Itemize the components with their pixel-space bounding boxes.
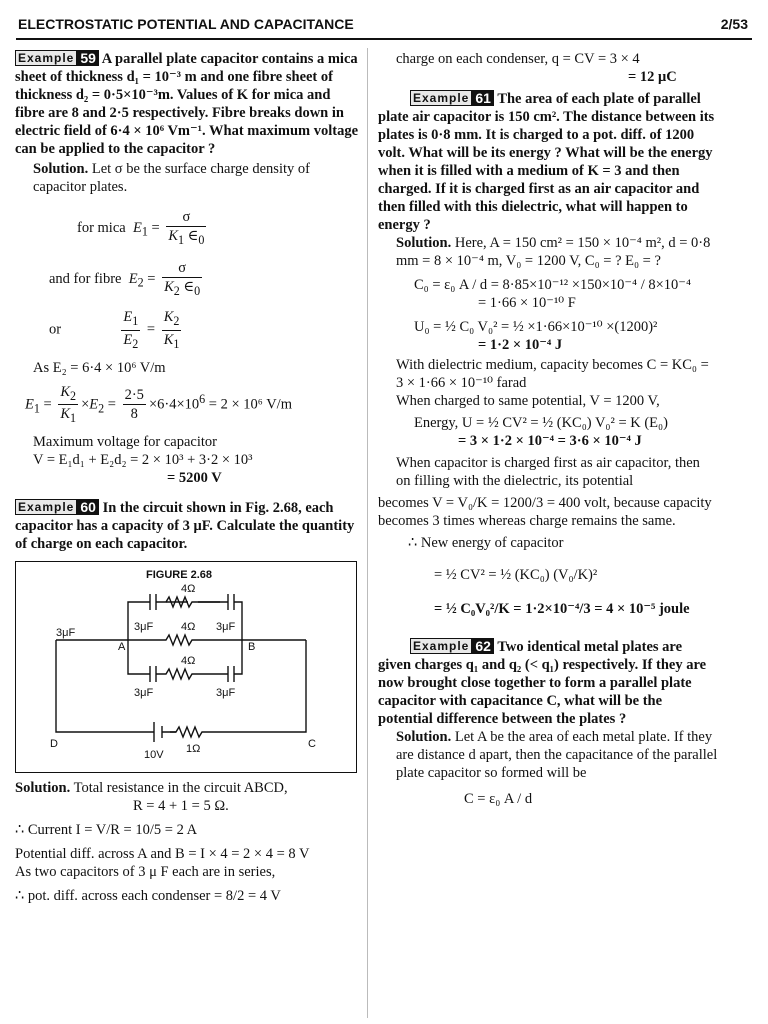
- voltage-result: = 5200 V: [167, 470, 222, 487]
- u0-result: = 1·2 × 10⁻⁴ J: [478, 337, 563, 353]
- question-text: Two identical metal plates are given charges q₁ and q₂ (< q₁) respectively. If they are now brought close together to form a parallel plate capacitor with capacitance C, what will be the potential difference between the plates ?: [378, 639, 707, 727]
- question-text: In the circuit shown in Fig. 2.68, each capacitor has a capacity of 3 μF. Calculate the quantity of charge on each capacitor.: [15, 500, 355, 553]
- c0-result: = 1·66 × 10⁻¹⁰ F: [478, 295, 576, 311]
- new-potential: becomes V = V₀/K = 1200/3 = 400 volt, because capacity becomes 3 times whereas charge remains the same.: [378, 495, 712, 529]
- node-label: A: [118, 641, 126, 654]
- node-label: D: [50, 738, 58, 751]
- capacitance-eq: C = ε₀ A / d: [464, 791, 533, 807]
- figure-title: FIGURE 2.68: [146, 569, 213, 582]
- solution-text: Let σ be the surface charge density of capacitor plates.: [33, 161, 310, 195]
- new-energy-eq1: = ½ CV² = ½ (KC₀) (V₀/K)²: [434, 567, 598, 583]
- charge-eq: charge on each condenser, q = CV = 3 × 4: [396, 51, 640, 67]
- example-59-question: [15, 50, 360, 158]
- question-text: A parallel plate capacitor contains a mica sheet of thickness d₁ = 10⁻³ m and one fibre sheet of thickness d₂ = 0·5×10⁻³m. Values of K for mica and fibre are 8 and 2·5 respectively. Fibre breaks down in electric field of 6·4 × 10⁶ Vm⁻¹. What maximum voltage can be applied to the capacitor ?: [15, 51, 359, 157]
- example-number: 62: [472, 638, 494, 654]
- solution-intro: [15, 160, 360, 196]
- solution-text: Let A be the area of each metal plate. If they are distance d apart, then the capacitance of the parallel plate capacitor so formed will be: [396, 729, 718, 781]
- node-label: C: [308, 738, 316, 751]
- air-first-text: When capacitor is charged first as air capacitor, then on filling with the dielectric, its potential: [396, 455, 700, 489]
- example-number: 59: [77, 50, 99, 66]
- current-eq: ∴ Current I = V/R = 10/5 = 2 A: [15, 822, 198, 839]
- resistor: [156, 669, 228, 679]
- page-header: [16, 14, 752, 40]
- example-62-question: [378, 638, 718, 728]
- eq-label: for mica: [77, 219, 126, 236]
- solution-label: Solution.: [396, 729, 452, 745]
- example-number: 60: [77, 499, 99, 515]
- figure-2-68: [15, 561, 357, 773]
- solution-61-intro: [378, 234, 718, 270]
- eq-result: = 2 × 10⁶ V/m: [208, 396, 292, 413]
- eq-label: or: [49, 321, 62, 338]
- dielectric-text: With dielectric medium, capacity becomes C = KC₀ = 3 × 1·66 × 10⁻¹⁰ farad: [396, 357, 709, 391]
- circuit-diagram: [16, 562, 356, 772]
- solution-label: Solution.: [33, 161, 89, 177]
- chapter-title: ELECTROSTATIC POTENTIAL AND CAPACITANCE: [18, 16, 354, 32]
- capacitor-label: 3μF: [134, 621, 154, 634]
- example-badge: Example: [410, 90, 472, 106]
- node-label: B: [248, 641, 256, 654]
- solution-label: Solution.: [15, 780, 71, 797]
- resistor-label: 4Ω: [181, 583, 196, 596]
- solution-text: Total resistance in the circuit ABCD,: [73, 780, 288, 797]
- capacitor-label: 3μF: [56, 627, 76, 640]
- eq-label: and for fibre: [49, 270, 122, 287]
- eq-fibre: and for fibre $E_2$ = $\frac{\sigma}{K_2 \in_0}$: [49, 259, 201, 298]
- same-potential: When charged to same potential, V = 1200 V,: [396, 393, 660, 409]
- resistor: [162, 727, 212, 737]
- column-divider: [367, 48, 368, 1018]
- example-badge: Example: [410, 638, 472, 654]
- given-e2: As E₂ = 6·4 × 10⁶ V/m: [33, 359, 166, 376]
- resistor-label: 1Ω: [186, 743, 201, 756]
- c0-eq: C₀ = ε₀ A / d = 8·85×10⁻¹² ×150×10⁻⁴ / 8×10⁻⁴: [414, 277, 692, 293]
- capacitor-label: 3μF: [134, 687, 154, 700]
- resistor: [156, 597, 228, 607]
- eq-ratio: or $\frac{E_1}{E_2}$ = $\frac{K_2}{K_1}$: [49, 308, 180, 351]
- energy-result: = 3 × 1·2 × 10⁻⁴ = 3·6 × 10⁻⁴ J: [458, 433, 642, 449]
- resistor-label: 4Ω: [181, 655, 196, 668]
- capacitor-label: 3μF: [216, 687, 236, 700]
- energy-eq: Energy, U = ½ CV² = ½ (KC₀) V₀² = K (E₀): [414, 415, 668, 431]
- example-number: 61: [472, 90, 494, 106]
- series-text: As two capacitors of 3 μ F each are in series,: [15, 864, 276, 881]
- solution-62-intro: [378, 728, 718, 782]
- question-text: The area of each plate of parallel plate air capacitor is 150 cm². The distance between its plates is 0·8 mm. It is charged to a pot. diff. of 1200 volt. What will be its energy ? What will be the energy when it is filled with a medium of K = 3 and then charged. If it is charged first as an air capacitor and then filled with this dielectric, what will happen to energy ?: [378, 91, 715, 233]
- battery-label: 10V: [144, 749, 164, 762]
- u0-eq: U₀ = ½ C₀ V₀² = ½ ×1·66×10⁻¹⁰ ×(1200)²: [414, 319, 658, 335]
- page-number: 2/53: [720, 16, 748, 32]
- example-badge: Example: [15, 50, 77, 66]
- new-energy-eq2: = ½ C₀V₀²/K = 1·2×10⁻⁴/3 = 4 × 10⁻⁵ joule: [434, 601, 690, 617]
- capacitor-label: 3μF: [216, 621, 236, 634]
- pd-ab: Potential diff. across A and B = I × 4 = 2 × 4 = 8 V: [15, 846, 310, 863]
- solution-60-intro: [15, 779, 360, 797]
- total-resistance: R = 4 + 1 = 5 Ω.: [133, 798, 229, 815]
- example-61-question: [378, 90, 718, 234]
- new-energy-label: ∴ New energy of capacitor: [408, 535, 564, 551]
- right-column: [378, 50, 718, 808]
- example-badge: Example: [15, 499, 77, 515]
- eq-mica: for mica $E_1$ = $\frac{\sigma}{K_1 \in_0}$: [77, 209, 205, 247]
- max-voltage-label: Maximum voltage for capacitor: [33, 434, 218, 451]
- resistor-label: 4Ω: [181, 621, 196, 634]
- left-column: [15, 50, 360, 905]
- pd-each: ∴ pot. diff. across each condenser = 8/2 = 4 V: [15, 888, 281, 905]
- solution-label: Solution.: [396, 235, 452, 251]
- charge-result: = 12 μC: [628, 69, 677, 85]
- voltage-eq: V = E₁d₁ + E₂d₂ = 2 × 10³ + 3·2 × 10³: [33, 452, 253, 469]
- resistor: [128, 635, 242, 645]
- solution-text: Here, A = 150 cm² = 150 × 10⁻⁴ m², d = 0·8 mm = 8 × 10⁻⁴ m, V₀ = 1200 V, C₀ = ? E₀ = ?: [396, 235, 711, 269]
- eq-e1: $E_1$ = $\frac{K_2}{K_1}$ $\times E_2$ = $\frac{2\cdot 5}{8}$ $\times 6\cdot 4\times 10^6 = 2 \times 10^6$ V/m: [25, 383, 292, 426]
- example-60-question: [15, 499, 360, 553]
